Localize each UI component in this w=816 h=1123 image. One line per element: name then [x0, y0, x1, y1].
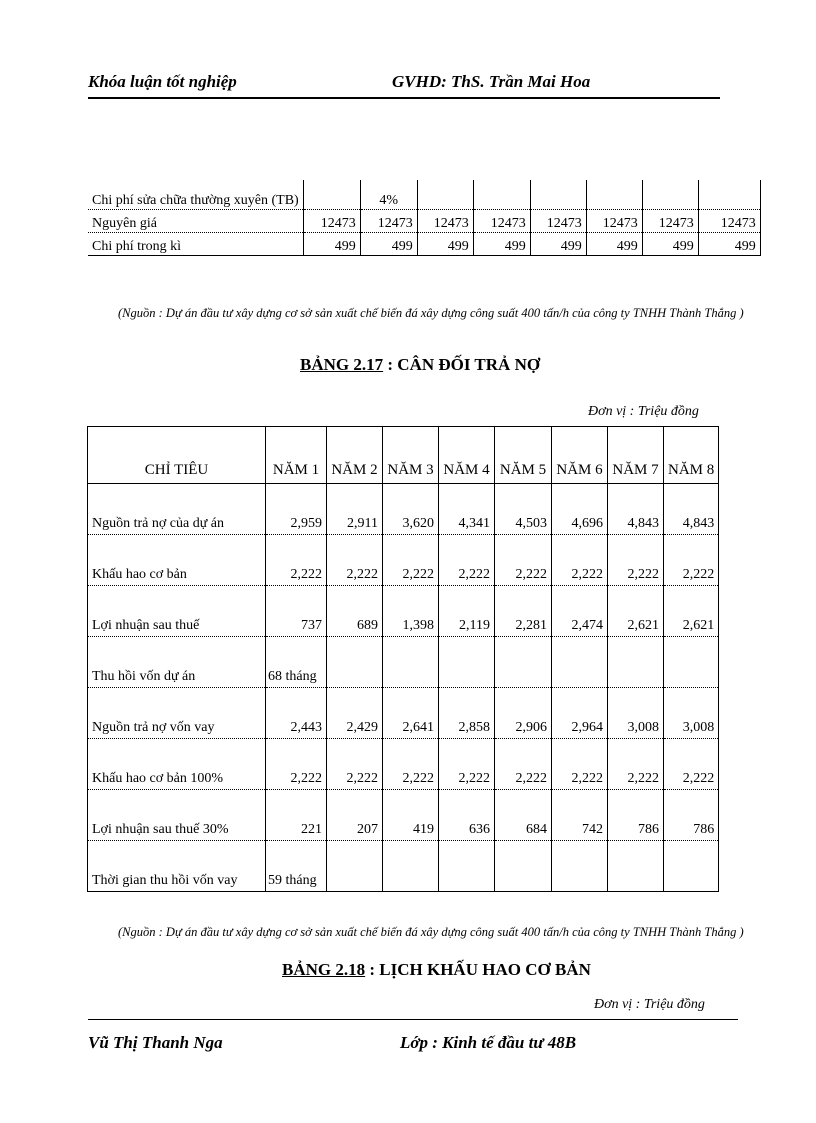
table-title — [282, 960, 591, 980]
column-header: NĂM 2 — [327, 427, 383, 484]
cell: 786 — [608, 790, 664, 841]
table-caption: : CÂN ĐỐI TRẢ NỢ — [383, 355, 541, 374]
row-label: Thu hồi vốn dự án — [88, 637, 266, 688]
cell: 499 — [586, 233, 642, 256]
column-header: NĂM 1 — [266, 427, 327, 484]
header-author-title: Khóa luận tốt nghiệp — [88, 72, 237, 91]
row-label: Lợi nhuận sau thuế — [88, 586, 266, 637]
table-row — [88, 586, 719, 637]
footer-student-name: Vũ Thị Thanh Nga — [88, 1033, 223, 1052]
cell: 499 — [473, 233, 530, 256]
cell — [417, 180, 473, 210]
cell: 2,858 — [439, 688, 495, 739]
row-label: Nguồn trả nợ vốn vay — [88, 688, 266, 739]
cell: 2,621 — [664, 586, 719, 637]
column-header: NĂM 4 — [439, 427, 495, 484]
table-caption: : LỊCH KHẤU HAO CƠ BẢN — [365, 960, 591, 979]
cell: 2,964 — [552, 688, 608, 739]
cell: 499 — [530, 233, 586, 256]
cell-note: 59 tháng — [266, 841, 327, 892]
cell — [664, 841, 719, 892]
cell: 2,222 — [439, 535, 495, 586]
cell: 742 — [552, 790, 608, 841]
source-note: (Nguồn : Dự án đầu tư xây dựng cơ sở sản xuất chế biến đá xây dựng công suất 400 tấn/h của công ty TNHH Thành Thắng ) — [118, 306, 744, 320]
cell: 2,429 — [327, 688, 383, 739]
cell: 2,222 — [327, 739, 383, 790]
cell: 737 — [266, 586, 327, 637]
table-header-row — [88, 427, 719, 484]
cell: 2,222 — [266, 739, 327, 790]
cell: 2,281 — [495, 586, 552, 637]
cell: 2,222 — [664, 535, 719, 586]
cell: 689 — [327, 586, 383, 637]
cell — [383, 637, 439, 688]
row-label: Lợi nhuận sau thuế 30% — [88, 790, 266, 841]
cell — [439, 637, 495, 688]
cell: 4,503 — [495, 484, 552, 535]
cell — [586, 180, 642, 210]
table-number: BẢNG 2.18 — [282, 960, 366, 979]
cell: 3,008 — [664, 688, 719, 739]
cell: 2,222 — [266, 535, 327, 586]
cell: 2,222 — [495, 535, 552, 586]
cell: 221 — [266, 790, 327, 841]
source-note: (Nguồn : Dự án đầu tư xây dựng cơ sở sản xuất chế biến đá xây dựng công suất 400 tấn/h của công ty TNHH Thành Thắng ) — [118, 925, 744, 939]
column-header: NĂM 5 — [495, 427, 552, 484]
table-row — [88, 484, 719, 535]
cell: 12473 — [698, 210, 760, 233]
table-number: BẢNG 2.17 — [300, 355, 384, 374]
cell: 1,398 — [383, 586, 439, 637]
cell: 12473 — [586, 210, 642, 233]
column-header: NĂM 3 — [383, 427, 439, 484]
cell: 499 — [360, 233, 417, 256]
cell — [473, 180, 530, 210]
cell: 4,696 — [552, 484, 608, 535]
cell: 2,222 — [664, 739, 719, 790]
cell: 3,008 — [608, 688, 664, 739]
cell: 3,620 — [383, 484, 439, 535]
footer-divider — [88, 1019, 738, 1020]
cell: 2,959 — [266, 484, 327, 535]
cell: 499 — [698, 233, 760, 256]
row-label: Khấu hao cơ bản 100% — [88, 739, 266, 790]
depreciation-cost-table-fragment — [88, 180, 761, 256]
cell: 2,222 — [495, 739, 552, 790]
header-supervisor: GVHD: ThS. Trần Mai Hoa — [392, 72, 591, 91]
cell: 2,222 — [552, 535, 608, 586]
table-title — [300, 355, 540, 375]
row-label: Khấu hao cơ bản — [88, 535, 266, 586]
cell — [439, 841, 495, 892]
cell: 4,843 — [664, 484, 719, 535]
cell: 2,222 — [608, 739, 664, 790]
table-row — [88, 637, 719, 688]
cell — [642, 180, 698, 210]
cell — [495, 841, 552, 892]
column-header: NĂM 7 — [608, 427, 664, 484]
cell: 12473 — [530, 210, 586, 233]
cell: 12473 — [417, 210, 473, 233]
cell — [552, 637, 608, 688]
row-label: Nguyên giá — [88, 210, 303, 233]
cell — [383, 841, 439, 892]
cell — [530, 180, 586, 210]
table-row — [88, 233, 760, 256]
row-label: Thời gian thu hồi vốn vay — [88, 841, 266, 892]
cell: 12473 — [303, 210, 360, 233]
cell-note: 68 tháng — [266, 637, 327, 688]
cell: 2,911 — [327, 484, 383, 535]
cell: 4,341 — [439, 484, 495, 535]
cell: 2,222 — [552, 739, 608, 790]
table-row — [88, 688, 719, 739]
unit-label: Đơn vị : Triệu đồng — [588, 404, 699, 419]
cell: 12473 — [473, 210, 530, 233]
cell — [327, 637, 383, 688]
cell: 499 — [417, 233, 473, 256]
cell — [698, 180, 760, 210]
cell — [664, 637, 719, 688]
cell — [303, 180, 360, 210]
cell: 499 — [303, 233, 360, 256]
cell: 786 — [664, 790, 719, 841]
table-row — [88, 210, 760, 233]
cell: 636 — [439, 790, 495, 841]
cell: 684 — [495, 790, 552, 841]
cell — [608, 637, 664, 688]
cell: 2,906 — [495, 688, 552, 739]
footer-class: Lớp : Kinh tế đầu tư 48B — [400, 1033, 577, 1052]
cell: 499 — [642, 233, 698, 256]
cell: 2,222 — [383, 535, 439, 586]
cell — [495, 637, 552, 688]
cell — [552, 841, 608, 892]
cell: 2,443 — [266, 688, 327, 739]
header-divider — [88, 97, 720, 99]
cell — [608, 841, 664, 892]
cell: 207 — [327, 790, 383, 841]
debt-balance-table — [87, 426, 719, 892]
row-label: Nguồn trả nợ của dự án — [88, 484, 266, 535]
cell: 419 — [383, 790, 439, 841]
cell: 2,621 — [608, 586, 664, 637]
table-row — [88, 841, 719, 892]
cell: 2,222 — [608, 535, 664, 586]
table-row — [88, 790, 719, 841]
table-row — [88, 180, 760, 210]
cell: 2,641 — [383, 688, 439, 739]
unit-label: Đơn vị : Triệu đồng — [594, 997, 705, 1012]
column-header: NĂM 6 — [552, 427, 608, 484]
row-label: Chi phí trong kì — [88, 233, 303, 256]
cell: 2,222 — [439, 739, 495, 790]
cell: 4,843 — [608, 484, 664, 535]
cell: 4% — [360, 180, 417, 210]
column-header: NĂM 8 — [664, 427, 719, 484]
table-row — [88, 535, 719, 586]
row-label: Chi phí sửa chữa thường xuyên (TB) — [88, 180, 303, 210]
cell: 12473 — [642, 210, 698, 233]
cell: 2,474 — [552, 586, 608, 637]
column-header: CHỈ TIÊU — [88, 427, 266, 484]
cell: 2,119 — [439, 586, 495, 637]
cell: 12473 — [360, 210, 417, 233]
cell: 2,222 — [383, 739, 439, 790]
cell — [327, 841, 383, 892]
table-row — [88, 739, 719, 790]
cell: 2,222 — [327, 535, 383, 586]
